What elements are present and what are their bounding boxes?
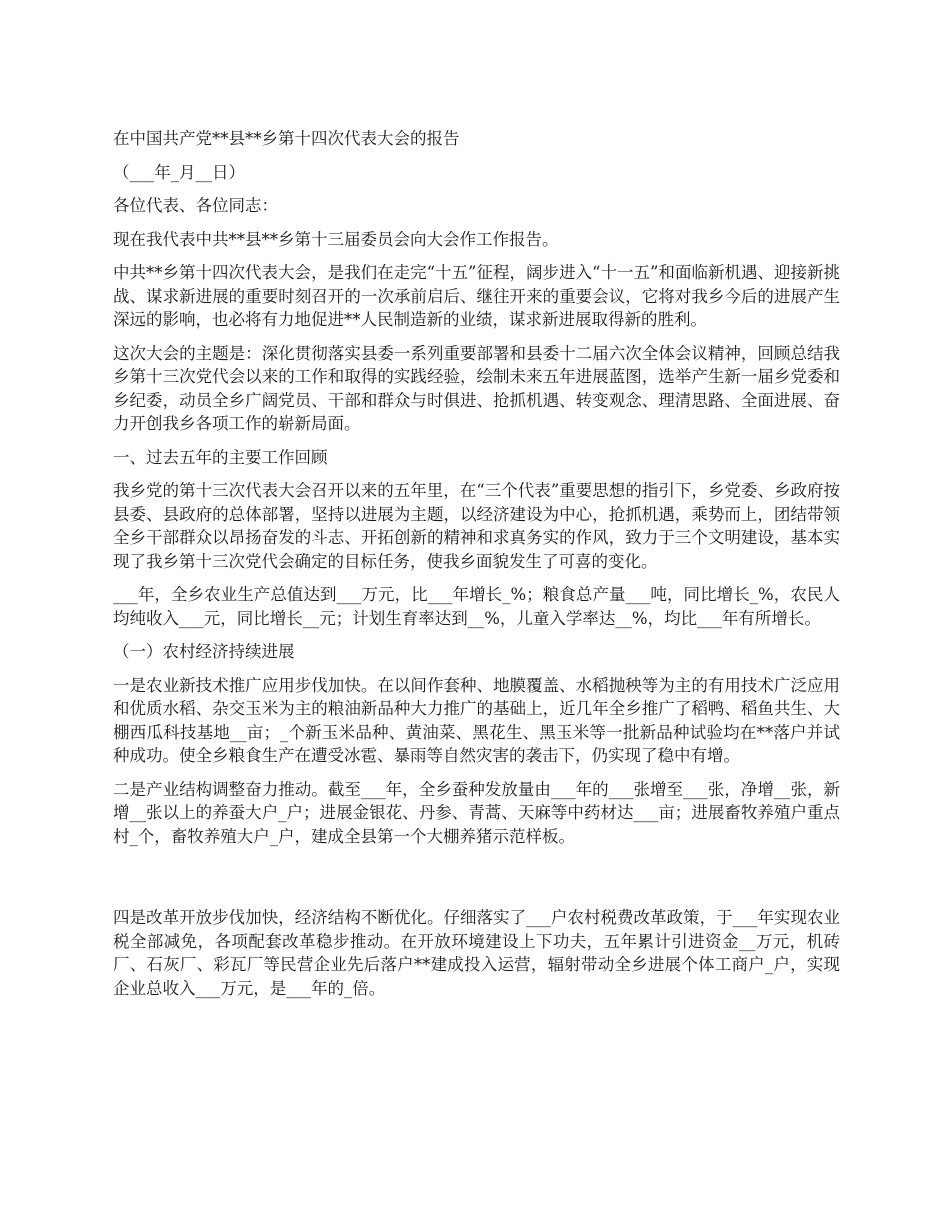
paragraph-statistics: ___年，全乡农业生产总值达到___万元，比___年增长_%；粮食总产量___吨，同比增长_%，农民人均纯收入___元，同比增长__元；计划生育率达到__%，儿童入学率达__%，均比___年有所增长。 bbox=[113, 585, 840, 628]
paragraph-industry-structure: 二是产业结构调整奋力推动。截至___年，全乡蚕种发放量由___年的___张增至___张，净增__张，新增__张以上的养蚕大户_户；进展金银花、丹参、青蒿、天麻等中药材达___亩；进展畜牧养殖户重点村_个，畜牧养殖大户_户，建成全县第一个大棚养猪示范样板。 bbox=[113, 779, 841, 846]
paragraph-agri-technology: 一是农业新技术推广应用步伐加快。在以间作套种、地膜覆盖、水稻抛秧等为主的有用技术广泛应用和优质水稻、杂交玉米为主的粮油新品种大力推广的基础上，近几年全乡推广了稻鸭、稻鱼共生、大棚西瓜科技基地__亩；_个新玉米品种、黄油菜、黑花生、黑玉米等一批新品种试验均在**落户并试种成功。使全乡粮食生产在遭受冰雹、暴雨等自然灾害的袭击下，仍实现了稳中有增。 bbox=[113, 675, 840, 765]
paragraph-reform-opening: 四是改革开放步伐加快，经济结构不断优化。仔细落实了___户农村税费改革政策，于___年实现农业税全部减免，各项配套改革稳步推动。在开放环境建设上下功夫，五年累计引进资金__万元，机砖厂、石灰厂、彩瓦厂等民营企业先后落户**建成投入运营，辐射带动全乡进展个体工商户_户，实现企业总收入___万元，是___年的_倍。 bbox=[113, 908, 840, 998]
paragraph-theme: 这次大会的主题是：深化贯彻落实县委一系列重要部署和县委十二届六次全体会议精神，回顾总结我乡第十三次党代会以来的工作和取得的实践经验，绘制未来五年进展蓝图，选举产生新一届乡党委和乡纪委，动员全乡广阔党员、干部和群众与时俱进、抢抓机遇、转变观念、理清思路、全面进展、奋力开创我乡各项工作的崭新局面。 bbox=[113, 343, 840, 433]
document-title: 在中国共产党**县**乡第十四次代表大会的报告 bbox=[113, 129, 460, 148]
salutation: 各位代表、各位同志： bbox=[113, 196, 278, 215]
section-heading-review: 一、过去五年的主要工作回顾 bbox=[113, 447, 328, 467]
paragraph-significance: 中共**乡第十四次代表大会，是我们在走完“十五”征程，阔步进入“十一五”和面临新机遇、迎接新挑战、谋求新进展的重要时刻召开的一次承前启后、继往开来的重要会议，它将对我乡今后的进展产生深远的影响，也必将有力地促进**人民制造新的业绩，谋求新进展取得新的胜利。 bbox=[113, 263, 840, 329]
document-body bbox=[113, 127, 840, 1010]
paragraph-review-summary: 我乡党的第十三次代表大会召开以来的五年里，在“三个代表”重要思想的指引下，乡党委、乡政府按县委、县政府的总体部署，坚持以进展为主题，以经济建设为中心，抢抓机遇，乘势而上，团结带领全乡干部群众以昂扬奋发的斗志、开拓创新的精神和求真务实的作风，致力于三个文明建设，基本实现了我乡第十三次党代会确定的目标任务，使我乡面貌发生了可喜的变化。 bbox=[113, 481, 840, 571]
subsection-heading-rural-economy: （一）农村经济持续进展 bbox=[113, 642, 295, 661]
paragraph-opening: 现在我代表中共**县**乡第十三届委员会向大会作工作报告。 bbox=[113, 229, 559, 249]
date-line: （___年_月__日） bbox=[113, 162, 245, 182]
